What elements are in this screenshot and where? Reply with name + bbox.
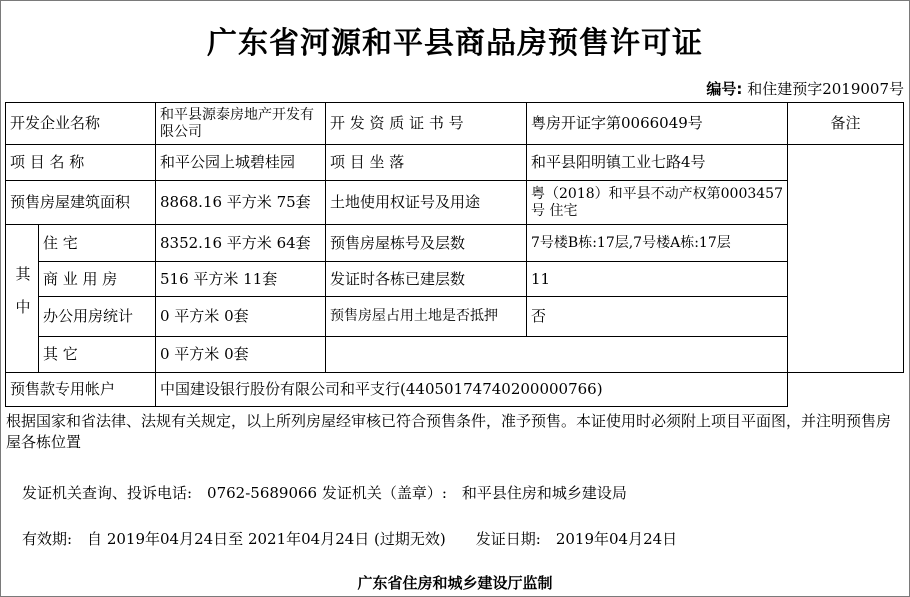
land-label: 土地使用权证号及用途 (325, 180, 527, 225)
building-value: 7号楼B栋:17层,7号楼A栋:17层 (526, 224, 788, 262)
location-value: 和平县阳明镇工业七路4号 (526, 144, 788, 181)
project-label: 项 目 名 称 (5, 144, 156, 181)
commercial-label: 商 业 用 房 (38, 261, 156, 297)
remark-area (787, 144, 904, 373)
building-label: 预售房屋栋号及层数 (325, 224, 527, 262)
other-label: 其 它 (38, 336, 156, 373)
mortgage-value: 否 (526, 296, 788, 337)
developer-value: 和平县源泰房地产开发有限公司 (155, 102, 326, 145)
account-value: 中国建设银行股份有限公司和平支行(44050174740200000766) (155, 372, 788, 407)
other-blank (325, 336, 788, 373)
floors-built-value: 11 (526, 261, 788, 297)
cert-label: 开 发 资 质 证 书 号 (325, 102, 527, 145)
supervisor-footer: 广东省住房和城乡建设厅监制 (357, 574, 553, 592)
issuing-authority-line: 发证机关查询、投诉电话: 0762-5689066 发证机关（盖章）: 和平县住房和城乡建设局 (22, 484, 627, 502)
of-which-label (5, 224, 39, 373)
remark-label: 备注 (787, 102, 904, 145)
residential-value: 8352.16 平方米 64套 (155, 224, 326, 262)
area-value: 8868.16 平方米 75套 (155, 180, 326, 225)
of-which-text: 其中 (13, 265, 32, 332)
other-value: 0 平方米 0套 (155, 336, 326, 373)
floors-built-label: 发证时各栋已建层数 (325, 261, 527, 297)
land-value: 粤（2018）和平县不动产权第0003457号 住宅 (526, 180, 788, 225)
cert-value: 粤房开证字第0066049号 (526, 102, 788, 145)
document-title: 广东省河源和平县商品房预售许可证 (207, 26, 703, 61)
certificate-number-label: 编号: (706, 80, 743, 98)
residential-label: 住 宅 (38, 224, 156, 262)
office-value: 0 平方米 0套 (155, 296, 326, 337)
certificate-number (706, 78, 904, 99)
mortgage-label: 预售房屋占用土地是否抵押 (325, 296, 527, 337)
area-label: 预售房屋建筑面积 (5, 180, 156, 225)
office-label: 办公用房统计 (38, 296, 156, 337)
developer-label: 开发企业名称 (5, 102, 156, 145)
account-label: 预售款专用帐户 (5, 372, 156, 407)
project-value: 和平公园上城碧桂园 (155, 144, 326, 181)
validity-line: 有效期: 自 2019年04月24日至 2021年04月24日 (过期无效) 发证日期: 2019年04月24日 (22, 530, 678, 548)
certificate-number-value: 和住建预字2019007号 (747, 80, 904, 98)
approval-statement: 根据国家和省法律、法规有关规定，以上所列房屋经审核已符合预售条件，准予预售。本证使用时必须附上项目平面图，并注明预售房屋各栋位置 (6, 412, 892, 451)
commercial-value: 516 平方米 11套 (155, 261, 326, 297)
location-label: 项 目 坐 落 (325, 144, 527, 181)
